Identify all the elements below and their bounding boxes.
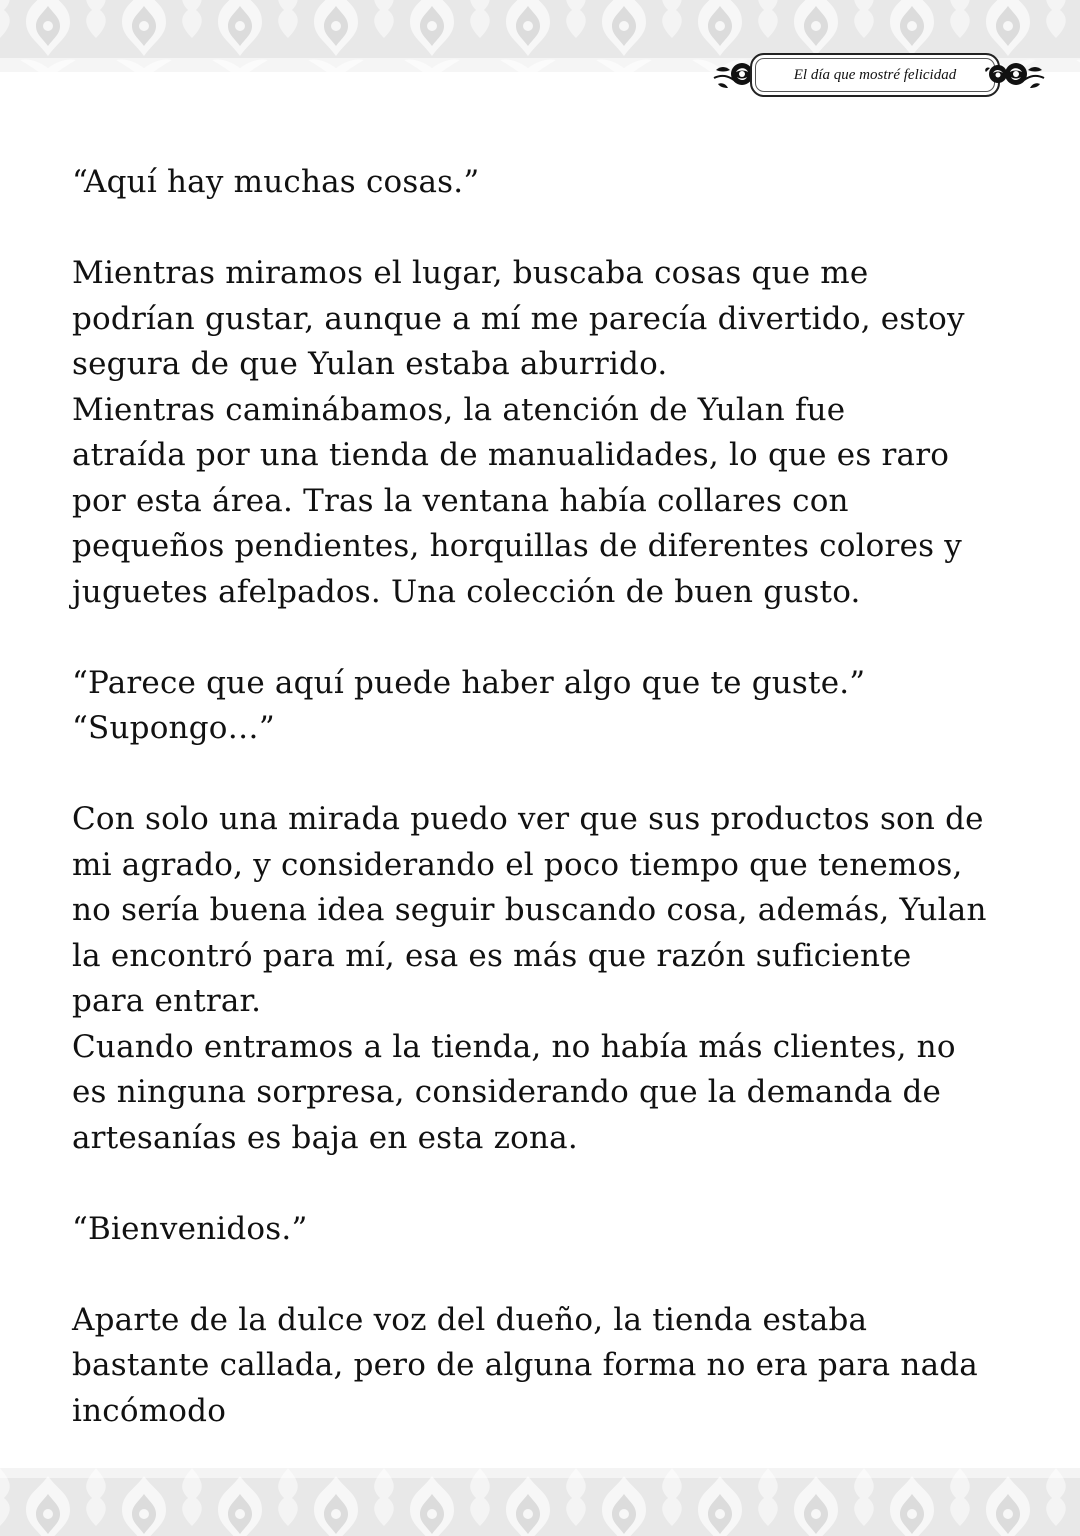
bottom-damask-border <box>0 1468 1080 1536</box>
dialogue-line: “Supongo…” <box>72 710 275 746</box>
paragraph-gap <box>72 206 1032 252</box>
paragraph: Mientras miramos el lugar, buscaba cosas que me podrían gustar, aunque a mí me parecía divertido, estoy segura de que Yulan estaba aburrido. <box>72 255 965 382</box>
paragraph: Con solo una mirada puedo ver que sus productos son de mi agrado, y considerando el poco tiempo que tenemos, no sería buena idea seguir buscando cosa, además, Yulan la encontró para mí, esa es más que razón suficiente para entrar. <box>72 801 987 1019</box>
chapter-title: El día que mostré felicidad <box>793 66 957 83</box>
rose-ornament-right-icon <box>982 56 1046 92</box>
paragraph-gap <box>72 615 1032 661</box>
story-text <box>72 160 1032 1434</box>
paragraph-gap <box>72 752 1032 798</box>
paragraph: Mientras caminábamos, la atención de Yulan fue atraída por una tienda de manualidades, lo que es raro por esta área. Tras la ventana había collares con pequeños pendientes, horquillas de diferentes colores y juguetes afelpados. Una colección de buen gusto. <box>72 391 962 610</box>
paragraph-gap <box>72 1161 1032 1207</box>
chapter-title-frame <box>750 53 1000 97</box>
paragraph: Cuando entramos a la tienda, no había más clientes, no es ninguna sorpresa, considerando que la demanda de artesanías es baja en esta zona. <box>72 1028 956 1156</box>
paragraph: Aparte de la dulce voz del dueño, la tienda estaba bastante callada, pero de alguna forma no era para nada incómodo <box>72 1301 978 1429</box>
paragraph: “Aquí hay muchas cosas.” <box>72 164 480 200</box>
dialogue-line: “Bienvenidos.” <box>72 1210 308 1247</box>
paragraph-gap <box>72 1252 1032 1298</box>
dialogue-line: “Parece que aquí puede haber algo que te guste.” <box>72 664 866 701</box>
chapter-header-badge <box>712 52 1042 96</box>
